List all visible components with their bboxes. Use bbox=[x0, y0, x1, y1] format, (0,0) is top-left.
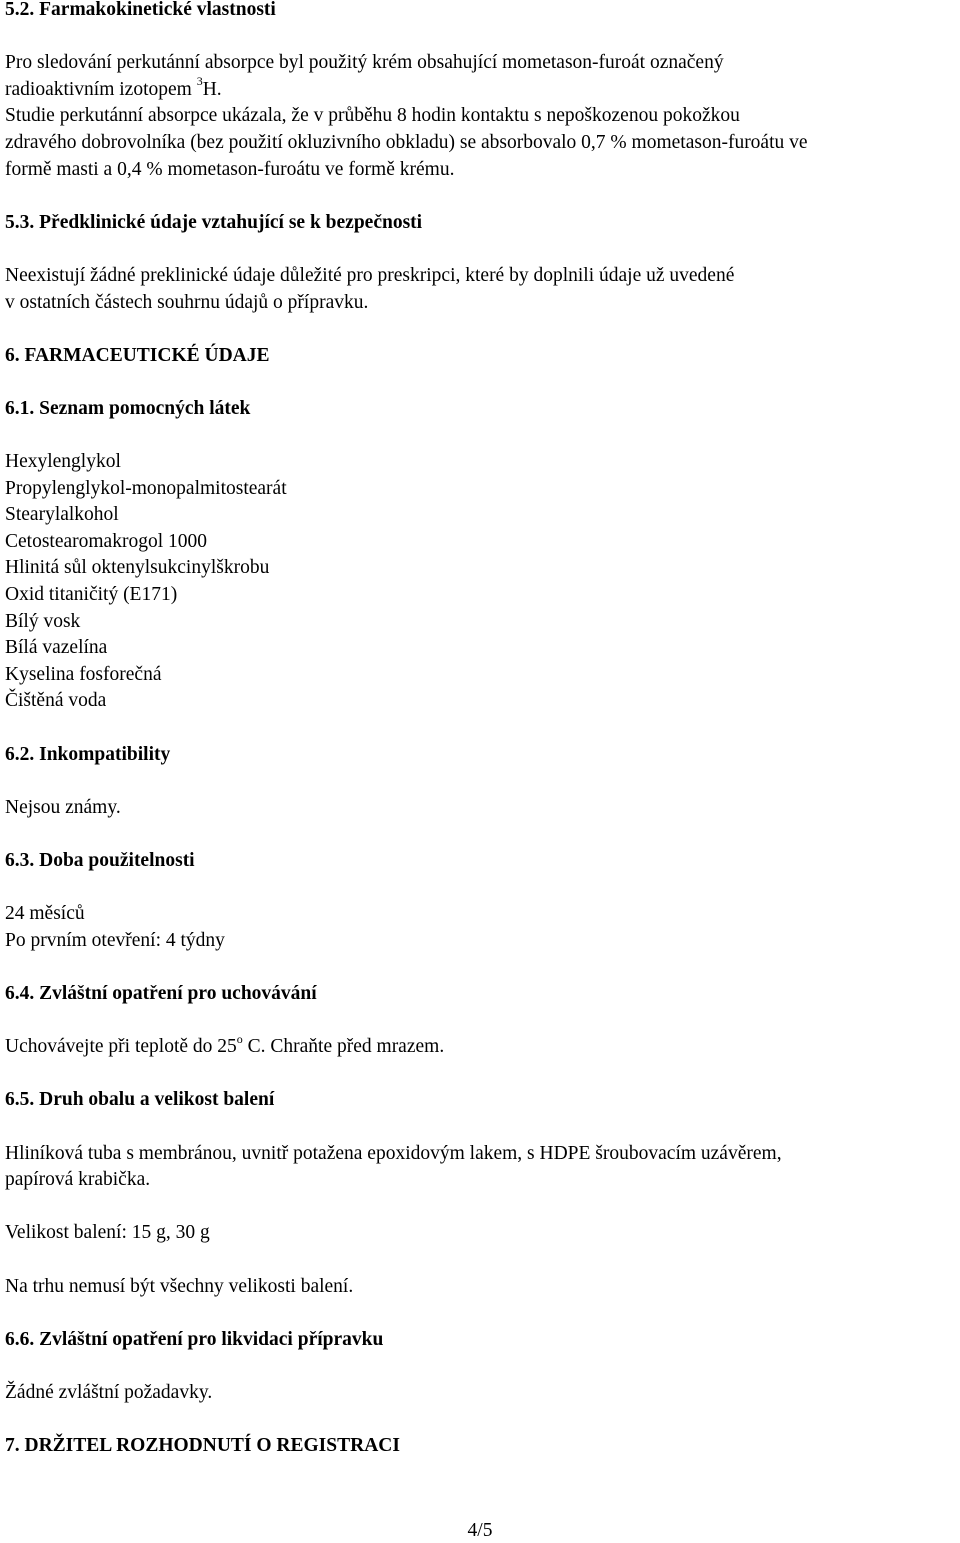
excipient-list bbox=[5, 449, 957, 715]
section-6-3-heading: 6.3. Doba použitelnosti bbox=[5, 850, 195, 871]
s52-isotope-superscript: 3 bbox=[196, 74, 203, 89]
container-description-line-2: papírová krabička. bbox=[5, 1169, 151, 1191]
s52-isotope-symbol: H. bbox=[202, 78, 222, 100]
s53-line-2: v ostatních částech souhrnu údajů o přípravku. bbox=[5, 291, 369, 313]
section-5-2-heading: 5.2. Farmakokinetické vlastnosti bbox=[5, 0, 276, 20]
page-number: 4/5 bbox=[467, 1520, 493, 1541]
s52-paragraph-2-line-2: zdravého dobrovolníka (bez použití okluzivního obkladu) se absorbovalo 0,7 % mometason-furoátu ve bbox=[5, 131, 808, 153]
shelf-life-after-opening: Po prvním otevření: 4 týdny bbox=[5, 929, 225, 951]
s52-paragraph-2-line-3: formě masti a 0,4 % mometason-furoátu ve formě krému. bbox=[5, 158, 455, 180]
section-6-6-heading: 6.6. Zvláštní opatření pro likvidaci přípravku bbox=[5, 1328, 384, 1350]
excipient-item: Propylenglykol-monopalmitostearát bbox=[5, 477, 287, 499]
pack-sizes-note: Na trhu nemusí být všechny velikosti balení. bbox=[5, 1275, 354, 1297]
excipient-item: Stearylalkohol bbox=[5, 504, 119, 526]
s52-isotope-text: radioaktivním izotopem bbox=[5, 78, 197, 100]
section-6-5-heading: 6.5. Druh obalu a velikost balení bbox=[5, 1089, 275, 1111]
excipient-item: Hexylenglykol bbox=[5, 451, 121, 473]
section-6-2-heading: 6.2. Inkompatibility bbox=[5, 743, 171, 765]
section-6-4-heading: 6.4. Zvláštní opatření pro uchovávání bbox=[5, 982, 317, 1004]
excipient-item: Bílý vosk bbox=[5, 610, 81, 632]
excipient-item: Čištěná voda bbox=[5, 690, 107, 712]
storage-text-rest: C. Chraňte před mrazem. bbox=[242, 1036, 445, 1058]
pack-sizes: Velikost balení: 15 g, 30 g bbox=[5, 1222, 210, 1244]
excipient-item: Bílá vazelína bbox=[5, 637, 108, 659]
excipient-item: Kyselina fosforečná bbox=[5, 663, 162, 685]
storage-text bbox=[5, 1031, 957, 1061]
section-6-heading: 6. FARMACEUTICKÉ ÚDAJE bbox=[5, 344, 270, 366]
s52-paragraph-2-line-1: Studie perkutánní absorpce ukázala, že v průběhu 8 hodin kontaktu s nepoškozenou pokožkou bbox=[5, 105, 740, 127]
excipient-item: Cetostearomakrogol 1000 bbox=[5, 530, 207, 552]
storage-text-main: Uchovávejte při teplotě do 25 bbox=[5, 1036, 237, 1058]
s52-paragraph-1-line-1: Pro sledování perkutánní absorpce byl použitý krém obsahující mometason-furoát označený bbox=[5, 52, 724, 74]
s53-line-1: Neexistují žádné preklinické údaje důležité pro preskripci, které by doplnili údaje už uvedené bbox=[5, 264, 735, 286]
section-6-1-heading: 6.1. Seznam pomocných látek bbox=[5, 397, 251, 419]
s52-paragraph-1-line-2 bbox=[5, 74, 957, 104]
excipient-item: Oxid titaničitý (E171) bbox=[5, 584, 178, 606]
degree-superscript: o bbox=[236, 1031, 243, 1046]
section-5-3-heading: 5.3. Předklinické údaje vztahující se k bezpečnosti bbox=[5, 211, 423, 233]
container-description-line-1: Hliníková tuba s membránou, uvnitř potažena epoxidovým lakem, s HDPE šroubovacím uzávěrem, bbox=[5, 1142, 782, 1164]
s62-text: Nejsou známy. bbox=[5, 796, 121, 818]
section-7-heading: 7. DRŽITEL ROZHODNUTÍ O REGISTRACI bbox=[5, 1435, 400, 1457]
disposal-text: Žádné zvláštní požadavky. bbox=[5, 1381, 213, 1403]
excipient-item: Hlinitá sůl oktenylsukcinylškrobu bbox=[5, 557, 270, 579]
shelf-life-text: 24 měsíců bbox=[5, 903, 85, 925]
document-page bbox=[5, 0, 957, 1460]
